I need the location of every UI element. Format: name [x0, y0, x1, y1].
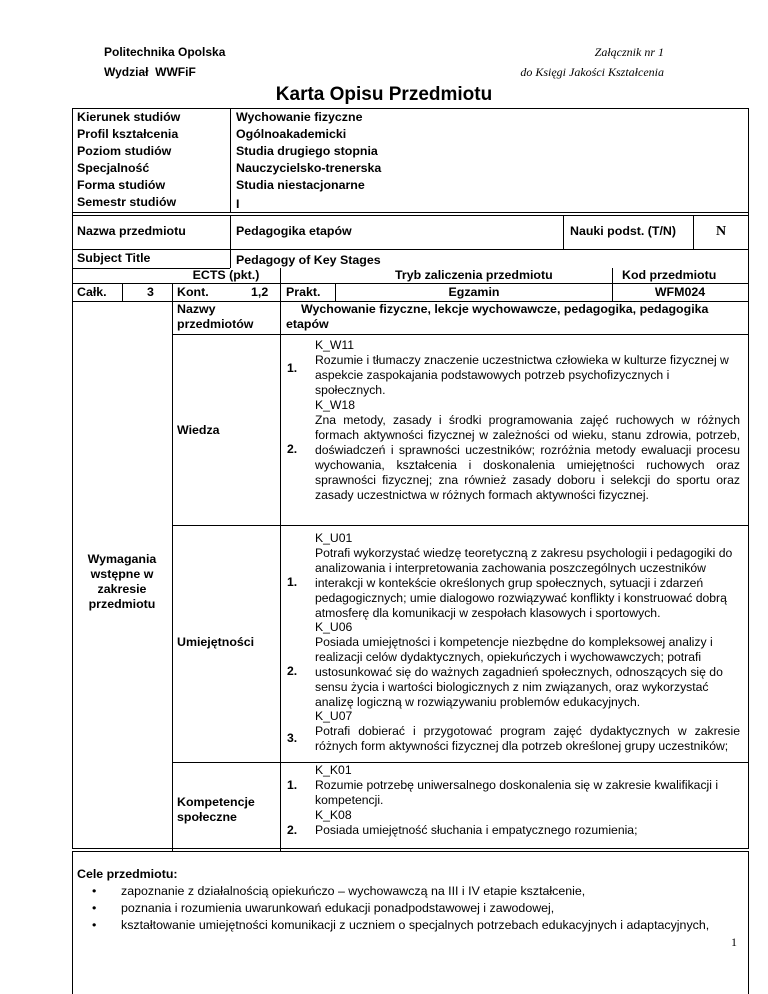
page-number: 1	[731, 935, 737, 949]
label-profil: Profil kształcenia	[77, 127, 179, 141]
item-text: Rozumie potrzebę uniwersalnego doskonalenia się w zakresie kwalifikacji i kompetencji.	[315, 778, 719, 807]
value-forma: Studia niestacjonarne	[236, 178, 365, 192]
list-item: •	[92, 918, 97, 932]
label-kierunek: Kierunek studiów	[77, 110, 181, 124]
faculty-name: Wydział WWFiF	[104, 65, 196, 79]
label-poziom: Poziom studiów	[77, 144, 172, 158]
value-profil: Ogólnoakademicki	[236, 127, 347, 141]
code: K_K01	[315, 763, 352, 777]
item-number: 2.	[287, 664, 298, 678]
label-ects: ECTS (pkt.)	[192, 268, 260, 282]
requirements-group-label: Wymagania wstępne w zakresie przedmiotu	[87, 552, 157, 611]
cele-label: Cele przedmiotu:	[77, 867, 178, 881]
cele-item-1: zapoznanie z działalnością opiekuńczo – wychowawczą na III i IV etapie kształcenie,	[121, 884, 586, 898]
item-number: 1.	[287, 361, 298, 375]
value-subject-title: Pedagogy of Key Stages	[236, 253, 381, 267]
label-subject-title: Subject Title	[77, 251, 151, 265]
item-number: 1.	[287, 575, 298, 589]
label-nazwa-przedmiotu: Nazwa przedmiotu	[77, 224, 186, 238]
header-right	[520, 42, 664, 82]
label-nauki: Nauki podst. (T/N)	[570, 224, 677, 238]
label-specjalnosc: Specjalność	[77, 161, 150, 175]
item-text: Posiada umiejętności i kompetencje niezbędne do kompleksowej analizy i realizacji celów dydaktycznych, opiekuńczych i wychowawczych; potrafi ustosunkować się do ważnych zagadnień społecznych, odnoszących się do sensu życia i wartości biologicznych z nim związanych, oraz wykorzystać analizę logiczną w rozwiązywaniu problemów edukacyjnych.	[315, 635, 723, 709]
label-kod: Kod przedmiotu	[622, 268, 717, 282]
label-kompetencje: Kompetencje społeczne	[177, 795, 255, 824]
label-wiedza: Wiedza	[177, 423, 220, 437]
item-number: 2.	[287, 442, 298, 456]
value-semestr: I	[236, 197, 240, 211]
item-text: Zna metody, zasady i środki programowania zajęć ruchowych w różnych formach aktywności fizycznej w zależności od wieku, stanu zdrowia, potrzeb, doświadczeń i sprawności uczestników; rozróżnia metody ewaluacji procesu wychowania, kształcenia i doskonalenia umiejętności ruchowych oraz sprawności fizycznej; zna również zasady doboru i selekcji do sportu oraz zasady uczestnictwa w różnych formach aktywności fizycznej.	[315, 413, 740, 502]
label-prakt: Prakt.	[286, 285, 321, 299]
document-title: Karta Opisu Przedmiotu	[275, 84, 493, 105]
item-number: 2.	[287, 823, 298, 837]
value-poziom: Studia drugiego stopnia	[236, 144, 378, 158]
value-kierunek: Wychowanie fizyczne	[236, 110, 363, 124]
code: K_W18	[315, 398, 355, 412]
value-nazwy-l1: Wychowanie fizyczne, lekcje wychowawcze, pedagogika, pedagogika	[301, 302, 709, 316]
value-kont: 1,2	[251, 285, 269, 299]
item-number: 1.	[287, 778, 298, 792]
label-calk: Całk.	[77, 285, 107, 299]
annex-number: Załącznik nr 1	[594, 45, 664, 59]
item-text: Potrafi wykorzystać wiedzę teoretyczną z zakresu psychologii i pedagogiki do analizowania i interpretowania zachowania poszczególnych uczestników interakcji w kontekście określonych grup społecznych, sytuacji i zdarzeń pedagogicznych; umie dialogowo rozwiązywać konflikty i konstruować dobrą atmosferę dla komunikacji w zespołach klasowych i sportowych.	[315, 546, 733, 620]
item-text: Potrafi dobierać i przygotować program zajęć dydaktycznych w zakresie różnych form aktywności fizycznej dla potrzeb określonej grupy uczestników;	[315, 724, 740, 753]
cele-item-3: kształtowanie umiejętności komunikacji z uczniem o specjalnych potrzebach edukacyjnych i adaptacyjnych,	[121, 918, 710, 932]
label-nazwy-l2: przedmiotów	[177, 317, 254, 331]
item-text: Rozumie i tłumaczy znaczenie uczestnictwa człowieka w kulturze fizycznej w aspekcie zaspokajania podstawowych potrzeb psychofizycznych i społecznych.	[315, 353, 729, 397]
value-nazwa-przedmiotu: Pedagogika etapów	[236, 224, 352, 238]
list-item: •	[92, 884, 97, 898]
code: K_U07	[315, 709, 353, 723]
value-specjalnosc: Nauczycielsko-trenerska	[236, 161, 382, 175]
annex-source: do Księgi Jakości Kształcenia	[520, 65, 664, 79]
code: K_U06	[315, 620, 353, 634]
label-tryb: Tryb zaliczenia przedmiotu	[395, 268, 553, 282]
value-calk: 3	[147, 285, 154, 299]
label-semestr: Semestr studiów	[77, 195, 177, 209]
header-left	[104, 42, 225, 82]
university-name: Politechnika Opolska	[104, 45, 226, 59]
label-forma: Forma studiów	[77, 178, 166, 192]
item-text: Posiada umiejętność słuchania i empatycznego rozumienia;	[315, 823, 638, 837]
value-tryb: Egzamin	[448, 285, 500, 299]
value-nauki: N	[715, 224, 727, 239]
label-nazwy-l1: Nazwy	[177, 302, 216, 316]
value-nazwy-l2: etapów	[286, 317, 329, 331]
value-kod: WFM024	[654, 285, 706, 299]
code: K_W11	[315, 338, 355, 352]
list-item: •	[92, 901, 97, 915]
code: K_K08	[315, 808, 352, 822]
label-umiejetnosci: Umiejętności	[177, 635, 255, 649]
label-kont: Kont.	[177, 285, 209, 299]
item-number: 3.	[287, 731, 298, 745]
cele-item-2: poznania i rozumienia uwarunkowań edukacji ponadpodstawowej i zawodowej,	[121, 901, 555, 915]
code: K_U01	[315, 531, 353, 545]
